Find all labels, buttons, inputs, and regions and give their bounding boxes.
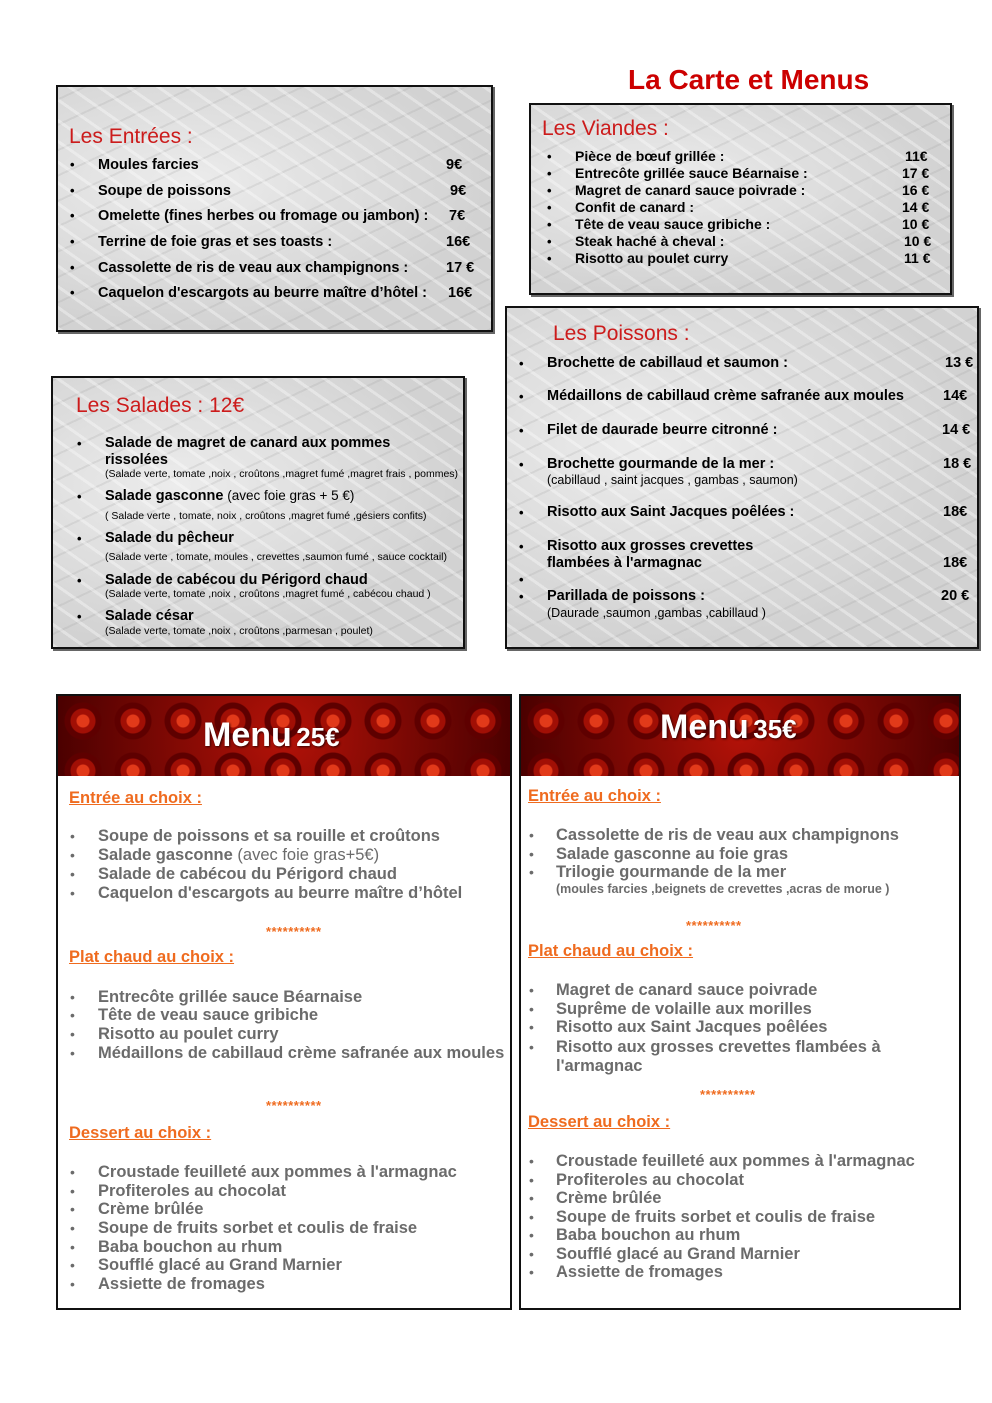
- entree-price: 9€: [446, 157, 463, 173]
- bullet: •: [70, 1257, 75, 1273]
- bullet: •: [529, 1153, 534, 1169]
- menu-dessert: Crème brûlée: [556, 1189, 662, 1207]
- bullet: •: [529, 864, 534, 880]
- poisson-price: 14 €: [942, 422, 971, 438]
- bullet: •: [529, 827, 534, 843]
- bullet: •: [70, 208, 75, 223]
- menu-dessert: Soupe de fruits sorbet et coulis de fraise: [556, 1208, 876, 1226]
- poisson-detail: (Daurade ,saumon ,gambas ,cabillaud ): [547, 606, 766, 620]
- menu-dessert: Soupe de fruits sorbet et coulis de fraise: [98, 1219, 418, 1237]
- menu-dessert: Soufflé glacé au Grand Marnier: [556, 1245, 800, 1263]
- bullet: •: [519, 505, 524, 520]
- bullet: •: [519, 389, 524, 404]
- viande-name: Magret de canard sauce poivrade :: [575, 182, 806, 198]
- poisson-name: Brochette de cabillaud et saumon :: [547, 355, 788, 371]
- bullet: •: [547, 166, 552, 181]
- viande-price: 11€: [905, 148, 928, 164]
- menu-dessert: Croustade feuilleté aux pommes à l'armagnac: [98, 1163, 457, 1181]
- menu-entree-note: (avec foie gras+5€): [232, 846, 380, 864]
- menu-entree: [98, 846, 379, 865]
- bullet: •: [70, 828, 75, 844]
- menu-dessert: Assiette de fromages: [556, 1263, 723, 1281]
- separator: **********: [266, 1098, 322, 1113]
- entree-name: Cassolette de ris de veau aux champignons :: [98, 260, 409, 276]
- menu-price: 35€: [753, 714, 797, 744]
- menu-plat: Risotto aux Saint Jacques poêlées: [556, 1018, 828, 1036]
- entrees-title: Les Entrées :: [69, 125, 193, 148]
- bullet: •: [529, 1172, 534, 1188]
- bullet: •: [529, 1039, 534, 1055]
- menu-plat: Risotto aux grosses crevettes flambées à: [556, 1038, 881, 1056]
- plat-heading: Plat chaud au choix :: [528, 942, 694, 960]
- bullet: •: [519, 572, 524, 587]
- viande-price: 16 €: [902, 182, 930, 198]
- entree-price: 17 €: [446, 260, 475, 276]
- menu-dessert: Soufflé glacé au Grand Marnier: [98, 1256, 342, 1274]
- bullet: •: [70, 1201, 75, 1217]
- bullet: •: [547, 149, 552, 164]
- salade-detail: (Salade verte, tomate ,noix , croûtons ,parmesan , poulet): [105, 625, 373, 637]
- poissons-title: Les Poissons :: [553, 322, 690, 345]
- viande-name: Steak haché à cheval :: [575, 233, 725, 249]
- poisson-name: Parillada de poissons :: [547, 588, 705, 604]
- bullet: •: [529, 1246, 534, 1262]
- bullet: •: [519, 457, 524, 472]
- bullet: •: [547, 234, 552, 249]
- separator: **********: [686, 918, 742, 933]
- viande-price: 17 €: [902, 165, 930, 181]
- viande-name: Pièce de bœuf grillée :: [575, 148, 725, 164]
- dessert-heading: Dessert au choix :: [528, 1113, 671, 1131]
- bullet: •: [70, 1007, 75, 1023]
- salade-name: Salade césar: [105, 608, 194, 624]
- bullet: •: [547, 183, 552, 198]
- viande-name: Risotto au poulet curry: [575, 250, 729, 266]
- entree-price: 16€: [448, 285, 473, 301]
- menu-entree: Soupe de poissons et sa rouille et croûtons: [98, 827, 440, 845]
- poisson-name: Filet de daurade beurre citronné :: [547, 422, 778, 438]
- separator: **********: [700, 1087, 756, 1102]
- bullet: •: [77, 436, 82, 451]
- bullet: •: [77, 489, 82, 504]
- poisson-detail: (cabillaud , saint jacques , gambas , saumon): [547, 473, 798, 487]
- menu-dessert: Baba bouchon au rhum: [556, 1226, 741, 1244]
- menu-entree: Salade de cabécou du Périgord chaud: [98, 865, 397, 883]
- poisson-price: 18€: [943, 555, 968, 571]
- bullet: •: [547, 217, 552, 232]
- menu-entree: Cassolette de ris de veau aux champignons: [556, 826, 899, 844]
- entrees-panel: [56, 85, 493, 332]
- poissons-panel: [505, 306, 979, 649]
- salade-name: Salade du pêcheur: [105, 530, 234, 546]
- salade-name: [105, 488, 354, 504]
- menu-entree: Caquelon d'escargots au beurre maître d’hôtel: [98, 884, 463, 902]
- menu-25-panel: [56, 694, 512, 1310]
- viande-price: 10 €: [902, 216, 930, 232]
- bullet: •: [529, 1001, 534, 1017]
- menu-plat: Tête de veau sauce gribiche: [98, 1006, 319, 1024]
- salade-name: Salade de cabécou du Périgord chaud: [105, 572, 368, 588]
- menu-dessert: Assiette de fromages: [98, 1275, 265, 1293]
- viande-name: Confit de canard :: [575, 199, 695, 215]
- entree-heading: Entrée au choix :: [69, 789, 202, 807]
- bullet: •: [70, 1276, 75, 1292]
- bullet: •: [70, 866, 75, 882]
- poisson-name: Risotto aux Saint Jacques poêlées :: [547, 504, 795, 520]
- viande-price: 14 €: [902, 199, 930, 215]
- menu-dessert: Profiteroles au chocolat: [556, 1171, 744, 1189]
- menu-entree-text: Salade gasconne: [98, 846, 233, 864]
- poisson-price: 20 €: [941, 588, 970, 604]
- bullet: •: [70, 183, 75, 198]
- bullet: •: [519, 356, 524, 371]
- bullet: •: [70, 260, 75, 275]
- poisson-price: 13 €: [945, 355, 974, 371]
- dessert-heading: Dessert au choix :: [69, 1124, 212, 1142]
- bullet: •: [529, 1209, 534, 1225]
- entree-name: Caquelon d'escargots au beurre maître d’hôtel :: [98, 285, 427, 301]
- bullet: •: [519, 539, 524, 554]
- menu-35-title: [660, 708, 797, 747]
- bullet: •: [70, 234, 75, 249]
- bullet: •: [77, 573, 82, 588]
- entree-price: 7€: [449, 208, 466, 224]
- menu-word: Menu: [203, 716, 292, 754]
- salades-panel: [51, 376, 465, 649]
- bullet: •: [529, 1019, 534, 1035]
- entree-name: Terrine de foie gras et ses toasts :: [98, 234, 333, 250]
- poisson-name-cont: flambées à l'armagnac: [547, 555, 702, 571]
- entree-heading: Entrée au choix :: [528, 787, 661, 805]
- bullet: •: [529, 1264, 534, 1280]
- salade-name-text: Salade gasconne: [105, 488, 224, 504]
- menu-entree: Salade gasconne au foie gras: [556, 845, 788, 863]
- menu-dessert: Crème brûlée: [98, 1200, 204, 1218]
- bullet: •: [529, 982, 534, 998]
- viandes-title: Les Viandes :: [542, 117, 669, 140]
- separator: **********: [266, 924, 322, 939]
- bullet: •: [70, 989, 75, 1005]
- salade-detail: (Salade verte, tomate ,noix , croûtons ,magret fumé , cabécou chaud ): [105, 588, 431, 600]
- menu-plat: Magret de canard sauce poivrade: [556, 981, 818, 999]
- bullet: •: [70, 1164, 75, 1180]
- poisson-name: Risotto aux grosses crevettes: [547, 538, 754, 554]
- bullet: •: [519, 423, 524, 438]
- bullet: •: [70, 1183, 75, 1199]
- bullet: •: [547, 200, 552, 215]
- bullet: •: [70, 847, 75, 863]
- poisson-price: 18€: [943, 504, 968, 520]
- viandes-panel: [529, 103, 952, 295]
- menu-plat: Entrecôte grillée sauce Béarnaise: [98, 988, 363, 1006]
- menu-word: Menu: [660, 708, 749, 746]
- poisson-price: 18 €: [943, 456, 972, 472]
- salade-name: Salade de magret de canard aux pommes: [105, 435, 391, 451]
- bullet: •: [70, 1026, 75, 1042]
- salade-name-cont: rissolées: [105, 452, 168, 468]
- bullet: •: [77, 609, 82, 624]
- menu-entree: Trilogie gourmande de la mer: [556, 863, 787, 881]
- salade-detail: (Salade verte , tomate, moules , crevettes ,saumon fumé , sauce cocktail): [105, 551, 447, 563]
- entree-price: 16€: [446, 234, 471, 250]
- entree-name: Omelette (fines herbes ou fromage ou jambon) :: [98, 208, 429, 224]
- plat-heading: Plat chaud au choix :: [69, 948, 235, 966]
- bullet: •: [70, 885, 75, 901]
- bullet: •: [70, 1045, 75, 1061]
- menu-plat: Suprême de volaille aux morilles: [556, 1000, 812, 1018]
- menu-entree-detail: (moules farcies ,beignets de crevettes ,acras de morue ): [556, 882, 890, 896]
- bullet: •: [70, 157, 75, 172]
- bullet: •: [519, 589, 524, 604]
- entree-name: Moules farcies: [98, 157, 199, 173]
- salade-note: (avec foie gras + 5 €): [223, 488, 355, 503]
- menu-35-panel: [519, 694, 961, 1310]
- viande-price: 10 €: [904, 233, 932, 249]
- entree-price: 9€: [450, 183, 467, 199]
- salade-detail: (Salade verte, tomate ,noix , croûtons ,magret fumé ,magret frais , pommes): [105, 468, 459, 480]
- bullet: •: [547, 251, 552, 266]
- bullet: •: [529, 1227, 534, 1243]
- page-title: La Carte et Menus: [628, 64, 870, 95]
- poisson-name: Médaillons de cabillaud crème safranée aux moules: [547, 388, 904, 404]
- bullet: •: [77, 531, 82, 546]
- viande-name: Entrecôte grillée sauce Béarnaise :: [575, 165, 808, 181]
- menu-dessert: Croustade feuilleté aux pommes à l'armagnac: [556, 1152, 915, 1170]
- menu-price: 25€: [296, 722, 340, 752]
- bullet: •: [529, 846, 534, 862]
- bullet: •: [70, 1239, 75, 1255]
- poisson-price: 14€: [943, 388, 968, 404]
- bullet: •: [70, 285, 75, 300]
- salades-title: Les Salades : 12€: [76, 394, 245, 417]
- entree-name: Soupe de poissons: [98, 183, 231, 199]
- menu-plat: Médaillons de cabillaud crème safranée aux moules: [98, 1044, 505, 1062]
- salade-detail: ( Salade verte , tomate, noix , croûtons ,magret fumé ,gésiers confits): [105, 510, 427, 522]
- menu-plat: Risotto au poulet curry: [98, 1025, 279, 1043]
- menu-25-title: [203, 716, 340, 755]
- menu-dessert: Baba bouchon au rhum: [98, 1238, 283, 1256]
- poisson-name: Brochette gourmande de la mer :: [547, 456, 775, 472]
- menu-plat-cont: l'armagnac: [556, 1057, 643, 1075]
- menu-dessert: Profiteroles au chocolat: [98, 1182, 286, 1200]
- bullet: •: [70, 1220, 75, 1236]
- bullet: •: [529, 1190, 534, 1206]
- viande-price: 11 €: [904, 250, 931, 266]
- viande-name: Tête de veau sauce gribiche :: [575, 216, 771, 232]
